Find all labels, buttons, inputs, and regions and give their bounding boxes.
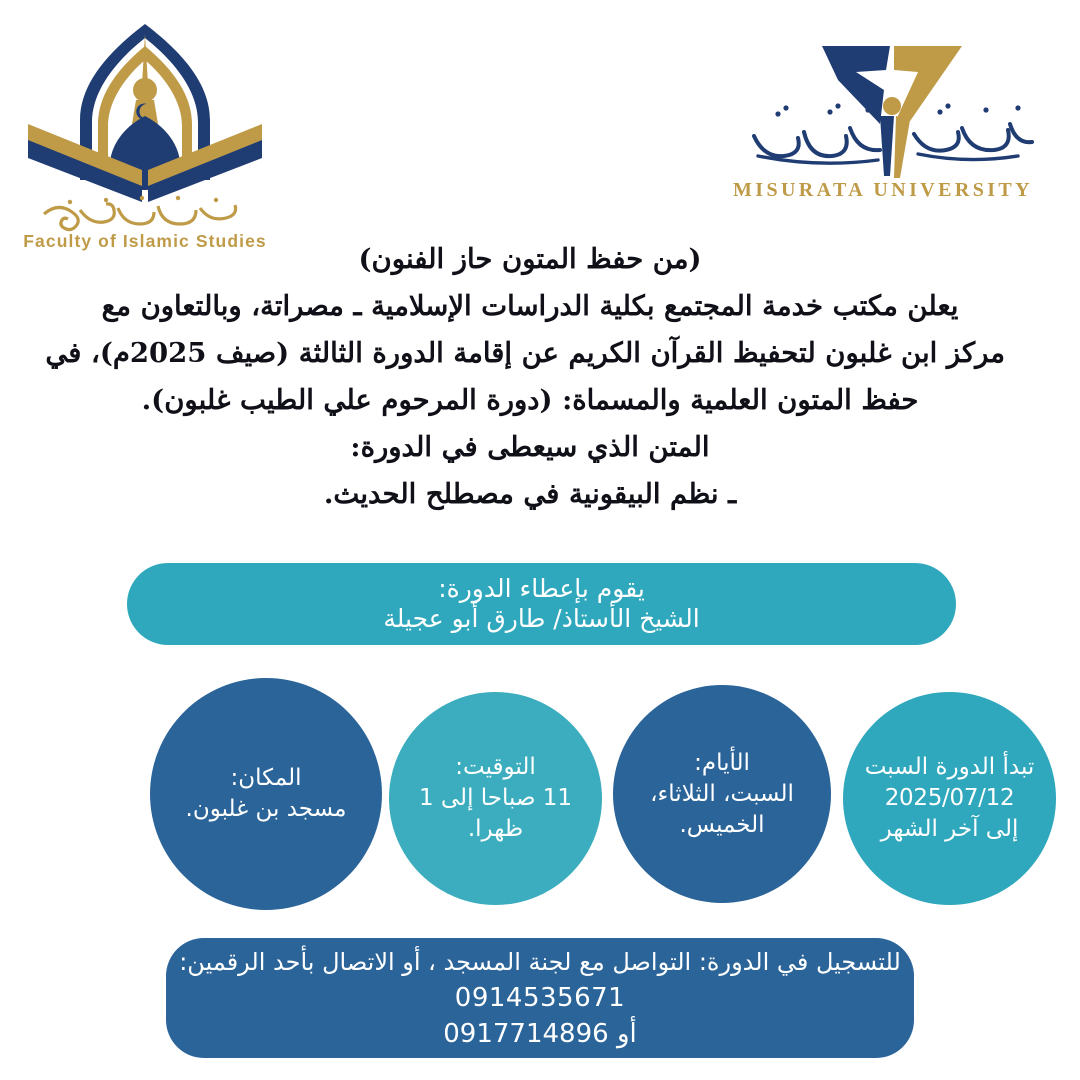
body-line-3: مركز ابن غلبون لتحفيظ القرآن الكريم عن إقامة الدورة الثالثة (صيف 2025م)، في <box>45 337 1005 369</box>
registration-instructions: للتسجيل في الدورة: التواصل مع لجنة المسجد ، أو الاتصال بأحد الرقمين: <box>179 948 901 976</box>
time-label: التوقيت: <box>455 754 536 780</box>
contact-phone-2[interactable]: أو 0917714896 <box>443 1019 637 1049</box>
time-line-2: 11 صباحا إلى 1 <box>418 785 573 811</box>
instructor-banner <box>127 563 956 645</box>
pen-nib-emblem-icon <box>718 28 1048 206</box>
days-line-2: السبت، الثلاثاء، <box>650 780 794 807</box>
location-line-2: مسجد بن غلبون. <box>185 796 347 822</box>
start-date-line-2: 2025/07/12 <box>884 785 1015 811</box>
days-line-3: الخميس. <box>679 811 765 838</box>
start-date-line-1: تبدأ الدورة السبت <box>864 754 1035 780</box>
university-english-name: MISURATA UNIVERSITY <box>732 179 1034 201</box>
body-line-2: يعلن مكتب خدمة المجتمع بكلية الدراسات الإسلامية ـ مصراتة، وبالتعاون مع <box>101 290 959 322</box>
info-circle-location <box>150 678 382 910</box>
body-line-subject-item: ـ نظم البيقونية في مصطلح الحديث. <box>323 478 737 510</box>
faculty-of-islamic-studies-logo <box>18 12 273 252</box>
start-date-line-3: إلى آخر الشهر <box>880 816 1019 842</box>
announcement-body <box>45 236 1005 518</box>
body-line-proverb: (من حفظ المتون حاز الفنون) <box>358 243 702 275</box>
days-label: الأيام: <box>694 749 750 776</box>
time-line-3: ظهرا. <box>467 816 524 842</box>
mosque-book-emblem-icon <box>18 12 273 252</box>
body-line-4: حفظ المتون العلمية والمسماة: (دورة المرحوم علي الطيب غلبون). <box>141 384 919 416</box>
registration-contact-banner <box>166 938 914 1058</box>
faculty-english-name: Faculty of Islamic Studies <box>23 231 267 251</box>
instructor-label: يقوم بإعطاء الدورة: <box>438 574 645 603</box>
info-circle-start-date <box>843 692 1056 905</box>
body-line-subject-label: المتن الذي سيعطى في الدورة: <box>350 431 710 463</box>
info-circle-days <box>613 685 831 903</box>
info-circles-group <box>0 676 1080 901</box>
location-label: المكان: <box>230 765 302 791</box>
info-circle-time <box>389 692 602 905</box>
instructor-name: الشيخ الأستاذ/ طارق أبو عجيلة <box>383 604 700 633</box>
contact-phone-1[interactable]: 0914535671 <box>454 983 626 1013</box>
misurata-university-logo <box>718 28 1048 206</box>
